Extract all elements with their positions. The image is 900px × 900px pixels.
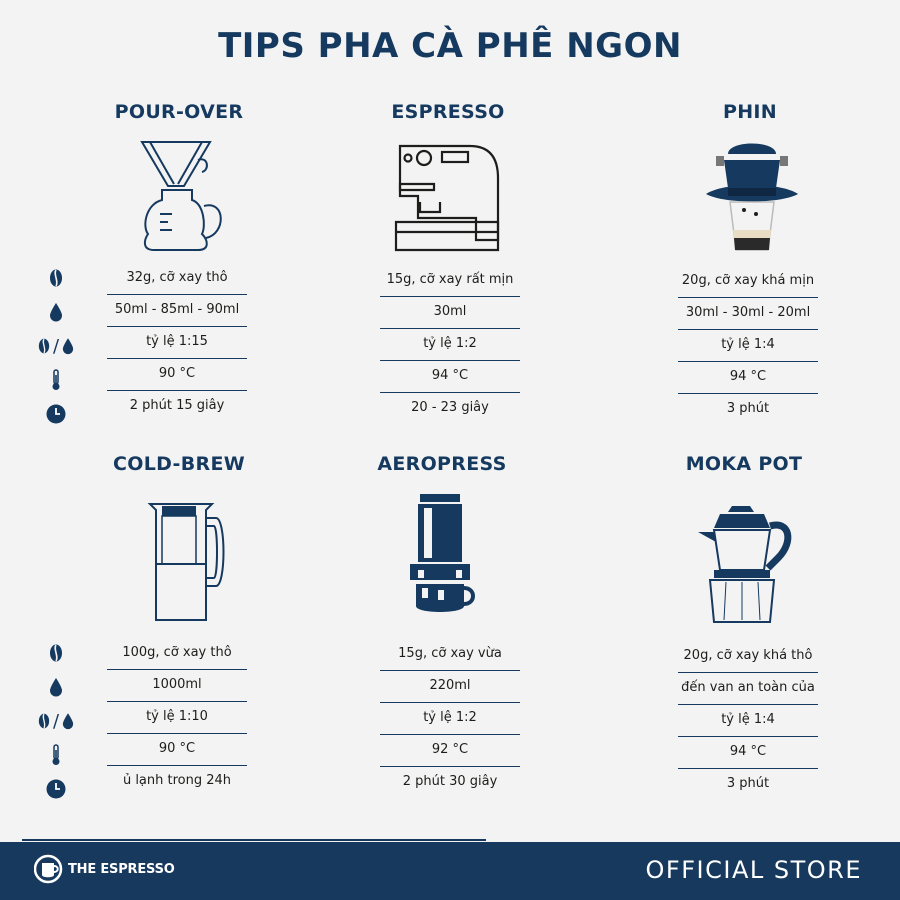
clock-icon	[30, 397, 82, 431]
method-pour-over	[79, 101, 279, 123]
brew-time: 2 phút 15 giây	[129, 398, 225, 413]
cold-brew-jar-illustration	[140, 496, 230, 626]
thermometer-icon	[30, 363, 82, 397]
temperature: 94 °C	[380, 361, 520, 393]
aeropress-illustration	[404, 492, 476, 622]
brew-time: ủ lạnh trong 24h	[122, 773, 232, 788]
phin-filter-illustration	[704, 138, 800, 258]
brew-time: 3 phút	[726, 776, 770, 791]
official-store-label: OFFICIAL STORE	[645, 856, 862, 884]
ratio-separator: /	[52, 710, 60, 732]
method-aeropress	[342, 453, 542, 475]
method-title: ESPRESSO	[391, 101, 505, 123]
espresso-specs	[380, 265, 520, 425]
moka-pot-specs	[678, 641, 818, 801]
ratio: tỷ lệ 1:10	[107, 702, 247, 734]
ratio-icon	[30, 704, 82, 738]
cold-brew-specs	[107, 638, 247, 798]
dose: 15g, cỡ xay vừa	[380, 639, 520, 671]
water-amount: 220ml	[380, 671, 520, 703]
temperature: 90 °C	[107, 359, 247, 391]
water-amount: 30ml	[380, 297, 520, 329]
water-amount: 30ml - 30ml - 20ml	[678, 298, 818, 330]
temperature: 92 °C	[380, 735, 520, 767]
pour-over-specs	[107, 263, 247, 423]
espresso-machine-illustration	[390, 138, 502, 256]
dose: 20g, cỡ xay khá thô	[678, 641, 818, 673]
water-amount: 1000ml	[107, 670, 247, 702]
thermometer-icon	[30, 738, 82, 772]
dose: 100g, cỡ xay thô	[107, 638, 247, 670]
water-drop-icon	[30, 670, 82, 704]
coffee-bean-icon	[30, 261, 82, 295]
method-title: POUR-OVER	[114, 101, 244, 123]
aeropress-specs	[380, 639, 520, 799]
method-espresso	[348, 101, 548, 123]
method-moka-pot	[644, 453, 844, 475]
ratio-separator: /	[52, 335, 60, 357]
water-amount: đến van an toàn của	[678, 673, 818, 705]
pour-over-illustration	[132, 138, 227, 256]
ratio: tỷ lệ 1:15	[107, 327, 247, 359]
dose: 15g, cỡ xay rất mịn	[380, 265, 520, 297]
method-title: PHIN	[723, 101, 777, 123]
temperature: 94 °C	[678, 362, 818, 394]
moka-pot-illustration	[694, 502, 798, 628]
ratio-icon	[30, 329, 82, 363]
temperature: 94 °C	[678, 737, 818, 769]
ratio: tỷ lệ 1:2	[380, 329, 520, 361]
water-drop-icon	[30, 295, 82, 329]
brand-logo[interactable]	[34, 853, 175, 885]
legend-icons-top	[30, 261, 82, 431]
method-title: AEROPRESS	[377, 453, 507, 475]
ratio: tỷ lệ 1:4	[678, 330, 818, 362]
brew-time: 20 - 23 giây	[411, 400, 489, 415]
ratio: tỷ lệ 1:4	[678, 705, 818, 737]
brand-name: THE ESPRESSO	[68, 861, 175, 877]
temperature: 90 °C	[107, 734, 247, 766]
clock-icon	[30, 772, 82, 806]
brew-time: 3 phút	[726, 401, 770, 416]
footer-divider	[22, 839, 486, 841]
ratio: tỷ lệ 1:2	[380, 703, 520, 735]
method-title: COLD-BREW	[113, 453, 245, 475]
coffee-bean-icon	[30, 636, 82, 670]
page-title: TIPS PHA CÀ PHÊ NGON	[218, 26, 682, 66]
legend-icons-bottom	[30, 636, 82, 806]
dose: 32g, cỡ xay thô	[107, 263, 247, 295]
brew-time: 2 phút 30 giây	[402, 774, 498, 789]
method-phin	[650, 101, 850, 123]
method-cold-brew	[79, 453, 279, 475]
method-title: MOKA POT	[685, 453, 803, 475]
phin-specs	[678, 266, 818, 426]
espresso-cup-logo-icon	[34, 853, 64, 885]
dose: 20g, cỡ xay khá mịn	[678, 266, 818, 298]
water-amount: 50ml - 85ml - 90ml	[107, 295, 247, 327]
